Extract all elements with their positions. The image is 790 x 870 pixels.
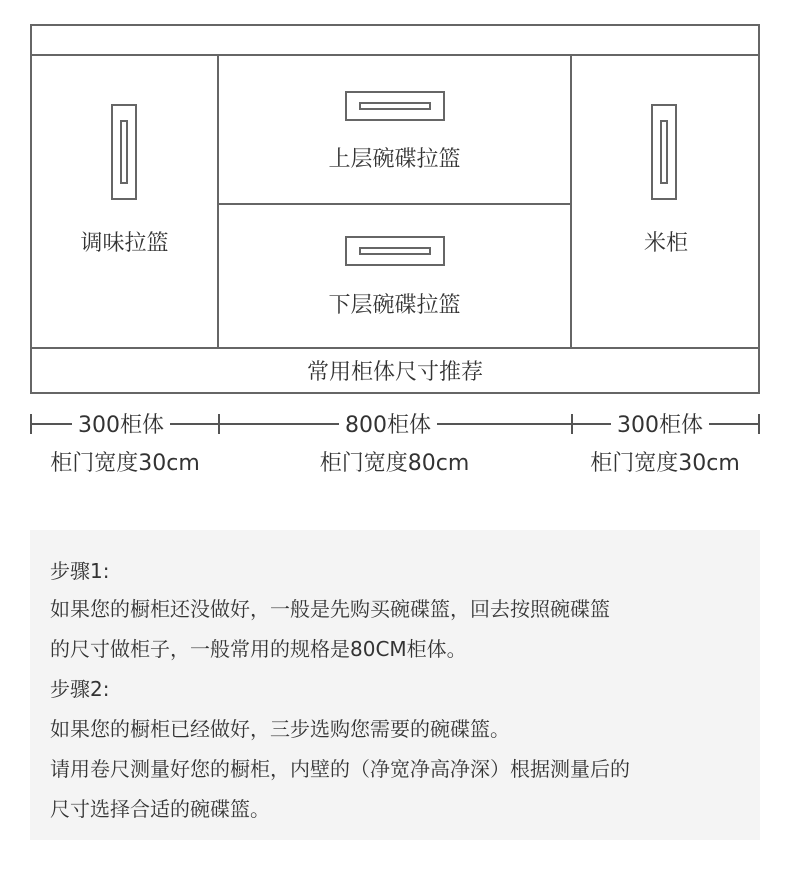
cabinet-top-strip (30, 24, 760, 56)
dim-label-right: 300柜体 (611, 408, 709, 439)
step1-title: 步骤1: (50, 559, 110, 583)
instructions-panel (30, 530, 760, 840)
step1-line1: 如果您的橱柜还没做好，一般是先购买碗碟篮，回去按照碗碟篮 (50, 597, 610, 621)
dim-label-middle: 800柜体 (339, 408, 437, 439)
dimension-tick-3 (571, 414, 573, 434)
step2-line1: 如果您的橱柜已经做好，三步选购您需要的碗碟篮。 (50, 717, 510, 741)
label-footer: 常用柜体尺寸推荐 (306, 360, 483, 385)
divider-right (570, 55, 572, 348)
top-handle-inner (359, 102, 431, 110)
dimension-tick-1 (30, 414, 32, 434)
door-width-right: 柜门宽度30cm (590, 451, 740, 476)
bottom-drawer-handle (345, 236, 445, 266)
step2-title: 步骤2: (50, 677, 110, 701)
label-right-compartment: 米柜 (643, 231, 688, 256)
step1-line2: 的尺寸做柜子，一般常用的规格是80CM柜体。 (50, 637, 467, 661)
right-handle-inner (660, 120, 668, 184)
step2-line3: 尺寸选择合适的碗碟篮。 (50, 797, 270, 821)
label-left-compartment: 调味拉篮 (80, 231, 169, 256)
bottom-handle-inner (359, 247, 431, 255)
top-drawer-handle (345, 91, 445, 121)
door-width-middle: 柜门宽度80cm (319, 451, 470, 476)
left-handle-inner (120, 120, 128, 184)
label-top-drawer: 上层碗碟拉篮 (328, 147, 461, 172)
step2-line2: 请用卷尺测量好您的橱柜，内壁的（净宽净高净深）根据测量后的 (50, 757, 630, 781)
label-bottom-drawer: 下层碗碟拉篮 (328, 293, 461, 318)
dimension-tick-2 (218, 414, 220, 434)
right-door-handle (651, 104, 677, 200)
divider-middle (219, 203, 570, 205)
dimension-tick-4 (758, 414, 760, 434)
door-width-left: 柜门宽度30cm (50, 451, 200, 476)
dim-label-left: 300柜体 (72, 408, 170, 439)
left-door-handle (111, 104, 137, 200)
